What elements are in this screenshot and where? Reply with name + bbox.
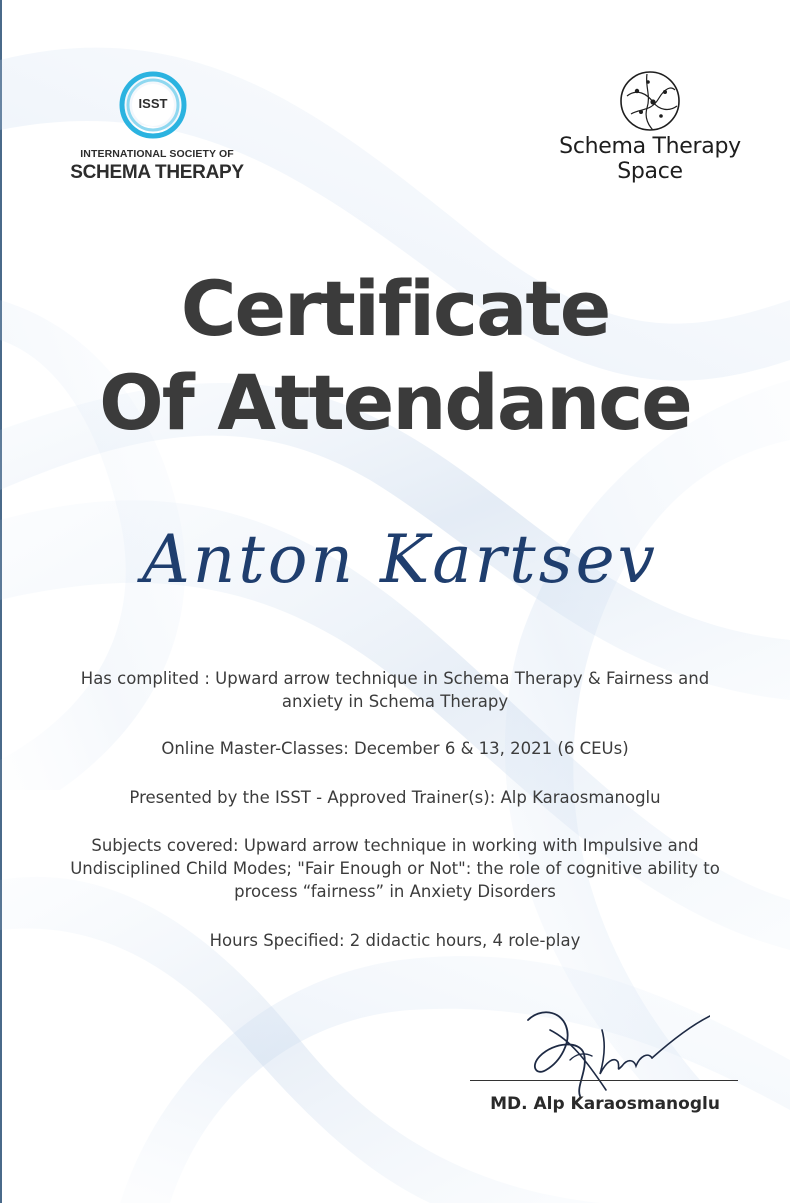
handwritten-signature [510,1000,710,1100]
sts-name-line2: Space [617,159,683,184]
isst-logo [62,68,252,188]
schema-therapy-space-logo [545,64,755,194]
presented-by-text: Presented by the ISST - Approved Trainer(s): Alp Karaosmanoglu [129,788,661,807]
isst-mark-text: ISST [138,96,168,111]
recipient-name-text: Anton Kartsev [142,521,658,598]
isst-org-line2: SCHEMA THERAPY [70,162,244,183]
master-classes-text: Online Master-Classes: December 6 & 13, 2021 (6 CEUs) [161,739,629,758]
completed-course-text: Has complited : Upward arrow technique in Schema Therapy & Fairness and anxiety in Schema Therapy [80,669,710,711]
certificate-title [0,262,790,450]
isst-org-line1: INTERNATIONAL SOCIETY OF [80,148,234,160]
subjects-covered-text: Subjects covered: Upward arrow technique in working with Impulsive and Undisciplined Child Modes; "Fair Enough or Not": the role of cognitive ability to process “fairness” in Anxiety Disorders [70,836,720,901]
signatory-name: MD. Alp Karaosmanoglu [490,1094,720,1114]
recipient-name [110,500,690,620]
title-line-2: Of Attendance [99,358,691,447]
title-line-1: Certificate [180,264,610,353]
sts-name-line1: Schema Therapy [559,134,741,159]
signature-block [470,1000,740,1130]
signature-line [470,1080,738,1081]
constellation-circle-icon [617,68,683,134]
hours-specified-text: Hours Specified: 2 didactic hours, 4 role-play [209,931,581,950]
